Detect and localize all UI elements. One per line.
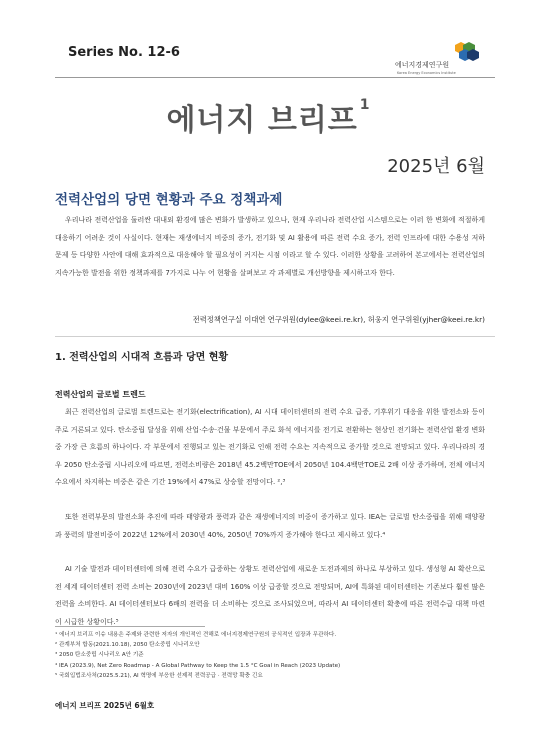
body-line: AI 기술 발전과 데이터센터에 의해 전력 수요가 급증하는 상황도 전력산업에 새로운 도전과제의 하나로 부상하고 <box>65 565 409 573</box>
logo-name: 에너지경제연구원 <box>395 61 450 69</box>
series-number: Series No. 12-6 <box>68 45 180 60</box>
abstract-line: 이라고 할 수 있다. 이러한 상황을 고려하여 본고에서는 전력산업의 지속가능한 발전을 위한 정책과제를 7가지로 나누 <box>55 251 485 277</box>
section-divider <box>55 336 495 337</box>
body-line: 제시하고 있다.⁴ <box>337 530 386 539</box>
abstract-line: 어 현황을 살펴보고 각 과제별로 개선방향을 제시하고자 한다. <box>208 268 395 277</box>
body-line: AI에 특화된 데이터센터는 기존보다 훨씬 많은 전력을 소비한다. AI 데이터센터보다 6배의 전력을 <box>55 582 485 608</box>
authors: 전력정책연구실 이대연 연구위원(dylee@keei.re.kr), 허웅지 연구위원(yjher@keei.re.kr) <box>192 315 485 324</box>
header-divider <box>55 77 495 78</box>
abstract <box>55 212 485 282</box>
body-line: 최근 전력산업의 글로벌 트렌드로는 전기화(electrification), AI 시대 데이터센터의 전력 수요 급증, 기후위기 대응을 <box>65 408 426 416</box>
body-paragraph-1 <box>55 404 485 492</box>
footnote: ⁵ 국회입법조사처(2025.5.21), AI 혁명에 부응한 선제적 전력공급 · 전력망 확충 긴요 <box>55 672 263 679</box>
body-line: 비중은 같은 기간 19%에서 47%로 상승할 전망이다. ²,³ <box>113 478 286 486</box>
abstract-line: 우리나라 전력산업을 둘러싼 대내외 환경에 많은 변화가 발생하고 있으나, 현재 우리나라 전력산업 시스템으로는 이러 <box>65 216 427 224</box>
document-title: 전력산업의 당면 현황과 주요 정책과제 <box>55 192 283 208</box>
body-line: 있다. 생성형 AI 확산으로 전 세계 데이터센터 전력 소비는 2030년에 2023년 대비 160% 이상 급증할 것으로 전망되며, <box>55 565 485 591</box>
page-footer: 에너지 브리프 2025년 6월호 <box>55 701 155 710</box>
logo-subtitle: Korea Energy Economics Institute <box>397 71 456 75</box>
abstract-line: 수요 증가, 전력 인프라에 대한 수용성 저하 문제 등 다양한 사안에 대해 효과적으로 대응해야 할 필요성이 커지는 시점 <box>55 233 485 259</box>
body-line: 또한 전력부문의 발전소화 추진에 따라 태양광과 풍력과 같은 재생에너지의 비중이 증가하고 있다. IEA는 글로벌 <box>65 513 413 521</box>
footnote: ¹ 에너지 브리프 이슈 내용은 주제와 관련한 저자의 개인적인 견해로 에너지경제연구원의 공식적인 입장과 무관하다. <box>55 632 337 638</box>
brief-title-text: 에너지 브리프 <box>166 103 358 138</box>
body-line: 전환하는 현상인 전기화는 전력산업 환경 변화 중 가장 큰 흐름의 하나이다. 각 부문에서 진행되고 있는 전기화로 인해 <box>55 425 485 451</box>
brief-title-footnote-ref: 1 <box>359 97 371 113</box>
footnote: ³ 2050 탄소중립 시나리오 A안 기준 <box>55 652 144 659</box>
footnotes <box>55 630 495 681</box>
issue-date: 2025년 6월 <box>387 156 485 177</box>
body-line: 전력소비량은 2018년 45.2백만TOE에서 2050년 104.4백만TOE로 2배 이상 증가하며, 전체 에너지수요에서 차지하는 <box>55 460 485 486</box>
subsection-title: 전력산업의 글로벌 트렌드 <box>55 390 146 399</box>
footnote: ² 관계부처 합동(2021.10.18), 2050 탄소중립 시나리오안 <box>55 642 200 649</box>
body-line: 위한 발전소와 등이 주로 거론되고 있다. 탄소중립 달성을 위해 산업·수송·건물 부문에서 주로 화석 에너지를 전기로 <box>55 408 486 434</box>
body-line: 전력 수요는 지속적으로 증가할 것으로 전망되고 있다. 우리나라의 경우 2050 탄소중립 시나리오에 따르면, <box>55 443 485 469</box>
footnote-divider <box>55 626 205 627</box>
body-paragraph-3 <box>55 561 485 631</box>
brief-title <box>0 95 537 139</box>
footnote: ⁴ IEA (2023.9), Net Zero Roadmap - A Global Pathway to Keep the 1.5 °C Goal in Reach (2023 Update) <box>55 662 341 669</box>
body-line: 더 소비하는 것으로 조사되었으며, 따라서 AI 데이터센터 확충에 따른 전력수급 대책 마련이 시급한 상황이다.⁵ <box>55 600 485 626</box>
body-line: 탄소중립을 위해 태양광과 풍력의 발전비중이 2022년 12%에서 2030년 40%, 2050년 70%까지 증가해야 한다고 <box>55 513 485 539</box>
body-paragraph-2 <box>55 509 485 544</box>
abstract-line: 한 변화에 적절하게 대응하기 어려운 것이 사실이다. 현재는 재생에너지 비중의 증가, 전기화 및 AI 활용에 따른 전력 <box>55 216 485 242</box>
section-title: 1. 전력산업의 시대적 흐름과 당면 현황 <box>55 352 229 363</box>
